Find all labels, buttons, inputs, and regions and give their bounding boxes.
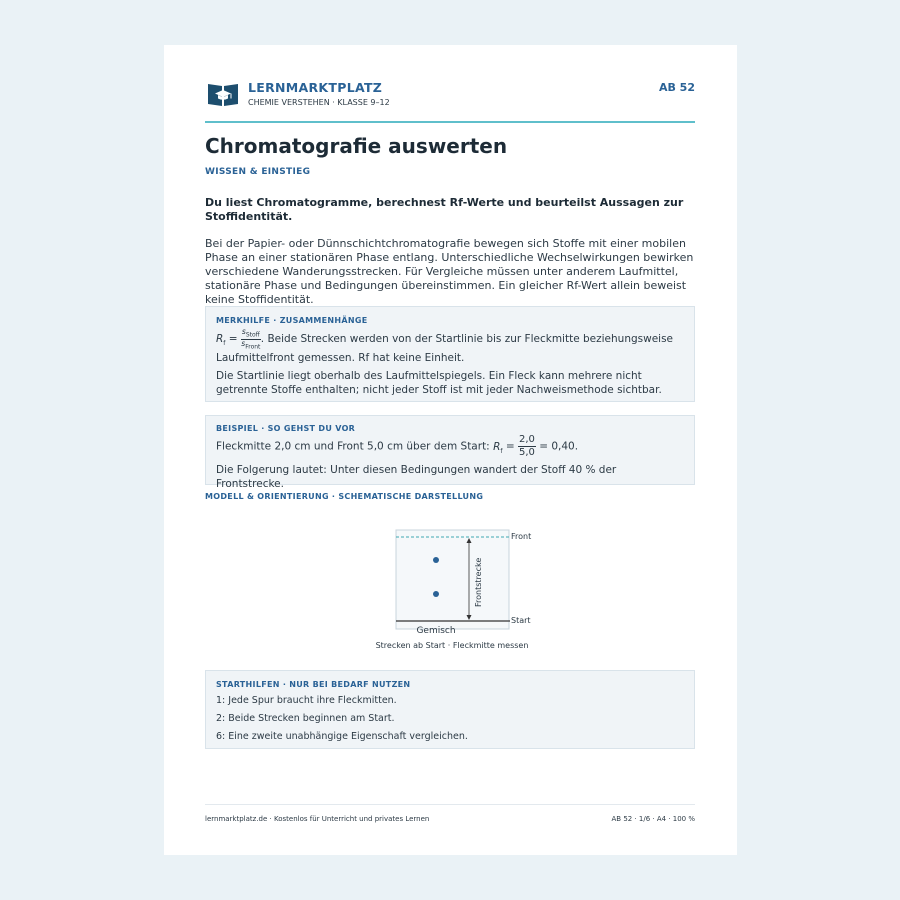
- beispiel-title: BEISPIEL · SO GEHST DU VOR: [216, 424, 356, 433]
- footer-page-info: AB 52 · 1/6 · A4 · 100 %: [611, 815, 695, 823]
- sheet-id: AB 52: [658, 81, 695, 94]
- distance-label: Frontstrecke: [474, 557, 483, 607]
- worksheet-page: [164, 45, 737, 855]
- lead-text: Du liest Chromatogramme, berechnest Rf-Werte und beurteilst Aussagen zur Stoffidentität.: [205, 196, 684, 223]
- page-footer: [205, 804, 695, 834]
- book-graduation-cap-icon: [207, 81, 239, 107]
- rf-symbol: $R_f$: [493, 440, 503, 455]
- footer-site: lernmarktplatz.de · Kostenlos für Unterricht und privates Lernen: [205, 815, 430, 823]
- hint-item: 2: Beide Strecken beginnen am Start.: [216, 713, 395, 724]
- formula-lhs: $R_f$: [216, 333, 226, 348]
- brand-name: LERNMARKTPLATZ: [248, 80, 383, 95]
- diagram-title: MODELL & ORIENTIERUNG · SCHEMATISCHE DARSTELLUNG: [205, 492, 484, 501]
- merkhilfe-title: MERKHILFE · ZUSAMMENHÄNGE: [216, 316, 368, 325]
- starthilfen-title: STARTHILFEN · NUR BEI BEDARF NUTZEN: [216, 680, 411, 689]
- intro-paragraph: Bei der Papier- oder Dünnschichtchromatografie bewegen sich Stoffe mit einer mobilen Phase an einer stationären Phase entlang. Unterschiedliche Wechselwirkungen bewirken verschiedene Wanderungsstrecken. Für Vergleiche müssen unter anderem Laufmittel, stationäre Phase und Bedingungen übereinstimmen. Ein gleicher Rf-Wert allein beweist keine Stoffidentität.: [205, 237, 694, 306]
- merkhilfe-formula-line: $R_f$ = $\frac{s_{Stoff}}{s_{Front}}$ . Beide Strecken werden von der Startlinie bis zur Fleckmitte beziehungsweise Laufmittelfront gemessen. Rf hat keine Einheit.: [216, 327, 674, 365]
- diagram-caption: Strecken ab Start · Fleckmitte messen: [375, 641, 529, 650]
- merkhilfe-text-1: Beide Strecken werden von der Startlinie bis zur Fleckmitte beziehungsweise Laufmittelfront gemessen. Rf hat keine Einheit.: [216, 333, 674, 365]
- rf-formula-fraction: $\frac{s_{Stoff}}{s_{Front}}$: [241, 327, 261, 350]
- chromatogram-diagram: [205, 504, 695, 674]
- beispiel-conclusion: Die Folgerung lautet: Unter diesen Bedingungen wandert der Stoff 40 % der Frontstrecke.: [216, 463, 617, 490]
- formula-equals: =: [225, 333, 241, 345]
- start-label: Start: [511, 616, 531, 625]
- starthilfen-box: [205, 670, 695, 749]
- lane-label: Gemisch: [416, 626, 456, 636]
- section-label: WISSEN & EINSTIEG: [205, 167, 311, 177]
- spot-upper: [433, 557, 439, 563]
- merkhilfe-text-2: Die Startlinie liegt oberhalb des Laufmittelspiegels. Ein Fleck kann mehrere nicht getrennte Stoffe enthalten; nicht jeder Stoff ist mit jeder Nachweismethode sichtbar.: [216, 370, 662, 397]
- page-title: Chromatografie auswerten: [205, 134, 508, 158]
- merkhilfe-box: [205, 306, 695, 402]
- page-header: [205, 79, 695, 123]
- paper-strip: [396, 530, 509, 629]
- hint-item: 1: Jede Spur braucht ihre Fleckmitten.: [216, 695, 397, 706]
- hint-item: 6: Eine zweite unabhängige Eigenschaft vergleichen.: [216, 731, 468, 742]
- example-fraction: $\frac{2,0}{5,0}$: [518, 434, 535, 458]
- beispiel-box: [205, 415, 695, 490]
- front-label: Front: [511, 532, 532, 541]
- diagram-section: [205, 492, 695, 667]
- beispiel-calculation-line: Fleckmitte 2,0 cm und Front 5,0 cm über dem Start: $R_f$ = $\frac{2,0}{5,0}$ = 0,40.: [216, 434, 579, 458]
- brand-subtitle: CHEMIE VERSTEHEN · KLASSE 9–12: [248, 98, 390, 107]
- spot-lower: [433, 591, 439, 597]
